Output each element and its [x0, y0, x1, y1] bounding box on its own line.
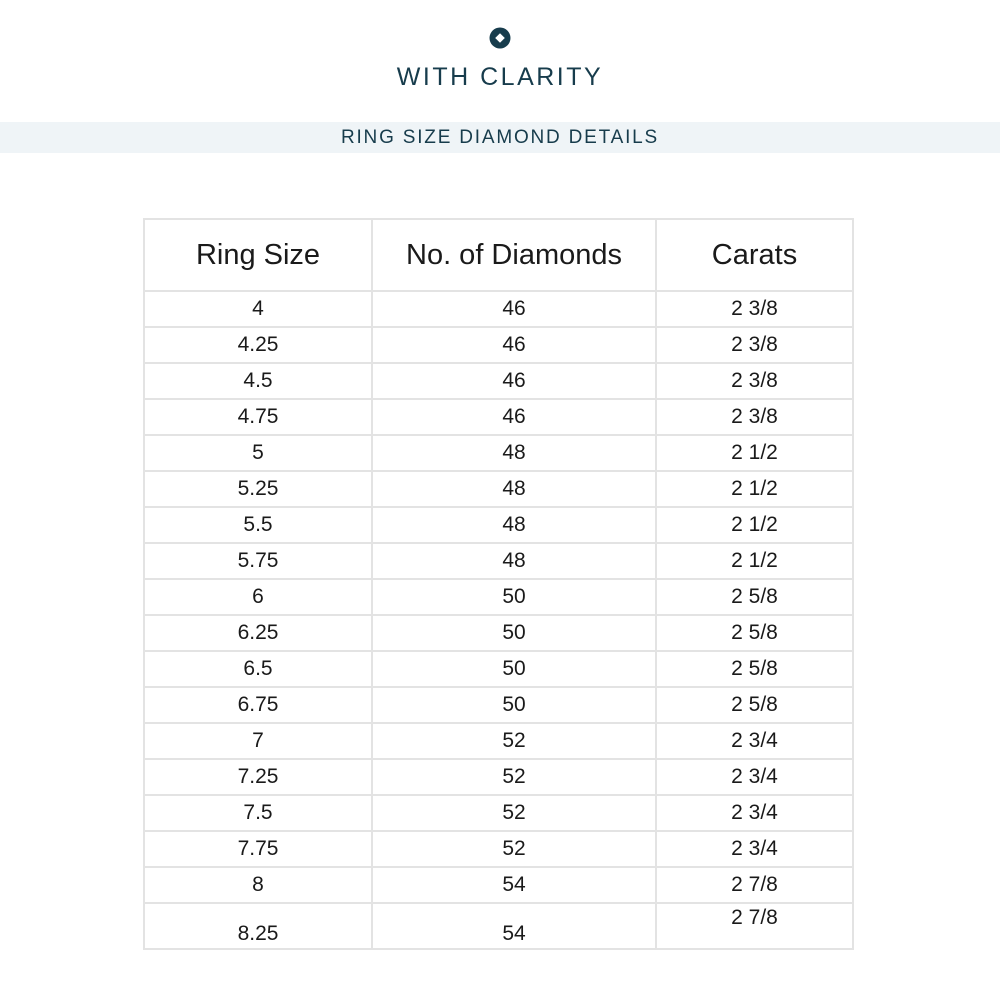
ring-size-table [143, 218, 854, 950]
table-body [144, 291, 853, 949]
diamond-count-cell: 48 [372, 435, 656, 471]
diamond-count-cell: 48 [372, 471, 656, 507]
carat-cell: 2 3/4 [656, 795, 853, 831]
diamond-count-cell: 52 [372, 795, 656, 831]
header-carats: Carats [656, 219, 853, 291]
ring-size-cell: 7.25 [144, 759, 372, 795]
table-row [144, 723, 853, 759]
table-row [144, 831, 853, 867]
diamond-count-cell: 48 [372, 543, 656, 579]
ring-size-cell: 8 [144, 867, 372, 903]
ring-size-cell: 5.25 [144, 471, 372, 507]
ring-size-cell: 6.75 [144, 687, 372, 723]
carat-cell: 2 3/8 [656, 291, 853, 327]
ring-size-cell: 4.75 [144, 399, 372, 435]
title-band [0, 122, 1000, 153]
ring-size-cell: 4 [144, 291, 372, 327]
diamond-count-cell: 46 [372, 399, 656, 435]
table-row [144, 363, 853, 399]
carat-cell: 2 3/4 [656, 723, 853, 759]
carat-cell: 2 3/4 [656, 759, 853, 795]
ring-size-cell: 6 [144, 579, 372, 615]
diamond-count-cell: 54 [372, 867, 656, 903]
diamond-count-cell: 46 [372, 291, 656, 327]
table-row [144, 687, 853, 723]
carat-cell: 2 5/8 [656, 615, 853, 651]
ring-size-cell: 4.5 [144, 363, 372, 399]
ring-size-cell: 7 [144, 723, 372, 759]
diamond-count-cell: 50 [372, 579, 656, 615]
table-row [144, 651, 853, 687]
brand-name: WITH CLARITY [396, 63, 604, 91]
page-title: RING SIZE DIAMOND DETAILS [340, 127, 660, 148]
header-ring-size: Ring Size [144, 219, 372, 291]
diamond-count-cell: 48 [372, 507, 656, 543]
ring-size-cell: 6.25 [144, 615, 372, 651]
table-row [144, 543, 853, 579]
carat-cell: 2 1/2 [656, 543, 853, 579]
table-row [144, 867, 853, 903]
table-row [144, 507, 853, 543]
carat-cell: 2 7/8 [656, 867, 853, 903]
table-row [144, 615, 853, 651]
header-no-of-diamonds: No. of Diamonds [372, 219, 656, 291]
carat-cell: 2 3/8 [656, 363, 853, 399]
table-row [144, 579, 853, 615]
carat-cell: 2 7/8 [656, 903, 853, 949]
diamond-count-cell: 54 [372, 903, 656, 949]
diamond-count-cell: 52 [372, 723, 656, 759]
table-row [144, 471, 853, 507]
ring-size-cell: 5.5 [144, 507, 372, 543]
table-row [144, 795, 853, 831]
ring-size-cell: 5.75 [144, 543, 372, 579]
ring-size-cell: 8.25 [144, 903, 372, 949]
diamond-count-cell: 50 [372, 687, 656, 723]
table-row [144, 903, 853, 949]
table-row [144, 759, 853, 795]
carat-cell: 2 5/8 [656, 579, 853, 615]
table-row [144, 291, 853, 327]
ring-size-cell: 6.5 [144, 651, 372, 687]
carat-cell: 2 1/2 [656, 435, 853, 471]
diamond-count-cell: 50 [372, 651, 656, 687]
diamond-count-cell: 50 [372, 615, 656, 651]
ring-size-cell: 5 [144, 435, 372, 471]
carat-cell: 2 5/8 [656, 687, 853, 723]
carat-cell: 2 1/2 [656, 471, 853, 507]
carat-cell: 2 3/8 [656, 327, 853, 363]
carat-cell: 2 3/4 [656, 831, 853, 867]
ring-size-cell: 4.25 [144, 327, 372, 363]
carat-cell: 2 3/8 [656, 399, 853, 435]
ring-size-cell: 7.75 [144, 831, 372, 867]
diamond-circle-icon [489, 27, 511, 49]
table-header-row [144, 219, 853, 291]
diamond-count-cell: 46 [372, 363, 656, 399]
table-row [144, 435, 853, 471]
table-row [144, 327, 853, 363]
carat-cell: 2 1/2 [656, 507, 853, 543]
table-row [144, 399, 853, 435]
diamond-count-cell: 52 [372, 831, 656, 867]
carat-cell: 2 5/8 [656, 651, 853, 687]
ring-size-cell: 7.5 [144, 795, 372, 831]
diamond-count-cell: 46 [372, 327, 656, 363]
diamond-count-cell: 52 [372, 759, 656, 795]
